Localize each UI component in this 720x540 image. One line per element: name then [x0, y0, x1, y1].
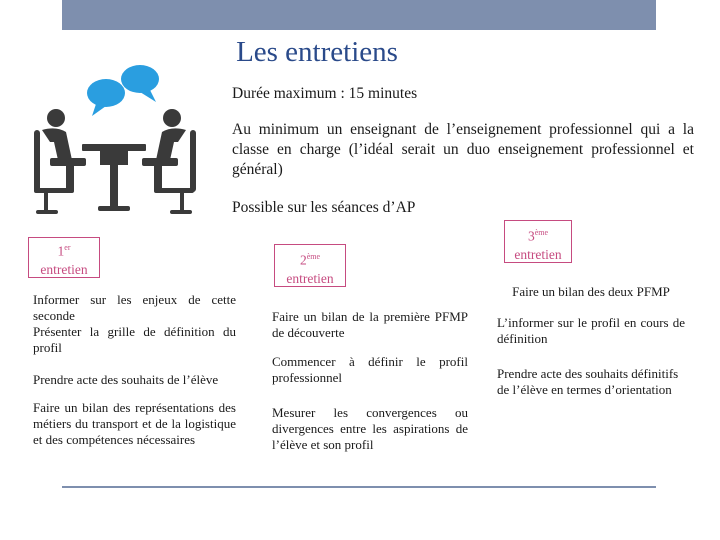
header-bar — [62, 0, 656, 30]
first-interview-item: Faire un bilan des représentations des métiers du transport et de la logistique et des compétences nécessaires — [33, 400, 236, 447]
speech-bubble-icon — [87, 65, 159, 116]
third-interview-item: Prendre acte des souhaits définitifs de l’élève en termes d’orientation — [497, 366, 679, 397]
first-interview-box — [28, 237, 100, 278]
interview-meeting-icon — [12, 60, 218, 220]
first-interview-number: 1 — [57, 243, 65, 259]
duration-text: Durée maximum : 15 minutes — [232, 85, 418, 102]
second-interview-item: Mesurer les convergences ou divergences entre les aspirations de l’élève et son profil — [272, 405, 468, 452]
third-interview-box — [504, 220, 572, 263]
second-interview-number: 2 — [299, 252, 307, 268]
second-interview-label: entretien — [286, 270, 334, 286]
third-interview-label: entretien — [514, 246, 562, 262]
third-interview-suffix: ème — [534, 228, 549, 237]
third-interview-number: 3 — [527, 228, 535, 244]
first-interview-item: Informer sur les enjeux de cette seconde — [33, 292, 236, 323]
first-interview-item: Prendre acte des souhaits de l’élève — [33, 372, 219, 387]
third-interview-item: L’informer sur le profil en cours de définition — [497, 315, 685, 346]
first-interview-suffix: er — [64, 243, 71, 252]
second-interview-item: Faire un bilan de la première PFMP de découverte — [272, 309, 468, 340]
third-interview-item: Faire un bilan des deux PFMP — [512, 284, 670, 299]
first-interview-label: entretien — [40, 261, 88, 277]
footer-divider — [62, 486, 656, 488]
first-interview-item: Présenter la grille de définition du profil — [33, 324, 236, 355]
page-title: Les entretiens — [236, 36, 398, 68]
second-interview-suffix: ème — [306, 252, 321, 261]
second-interview-item: Commencer à définir le profil professionnel — [272, 354, 468, 385]
minimum-text: Au minimum un enseignant de l’enseignement professionnel qui a la classe en charge (l’idéal serait un duo enseignement professionnel et général) — [232, 121, 694, 178]
possible-text: Possible sur les séances d’AP — [232, 199, 416, 216]
second-interview-box — [274, 244, 346, 287]
